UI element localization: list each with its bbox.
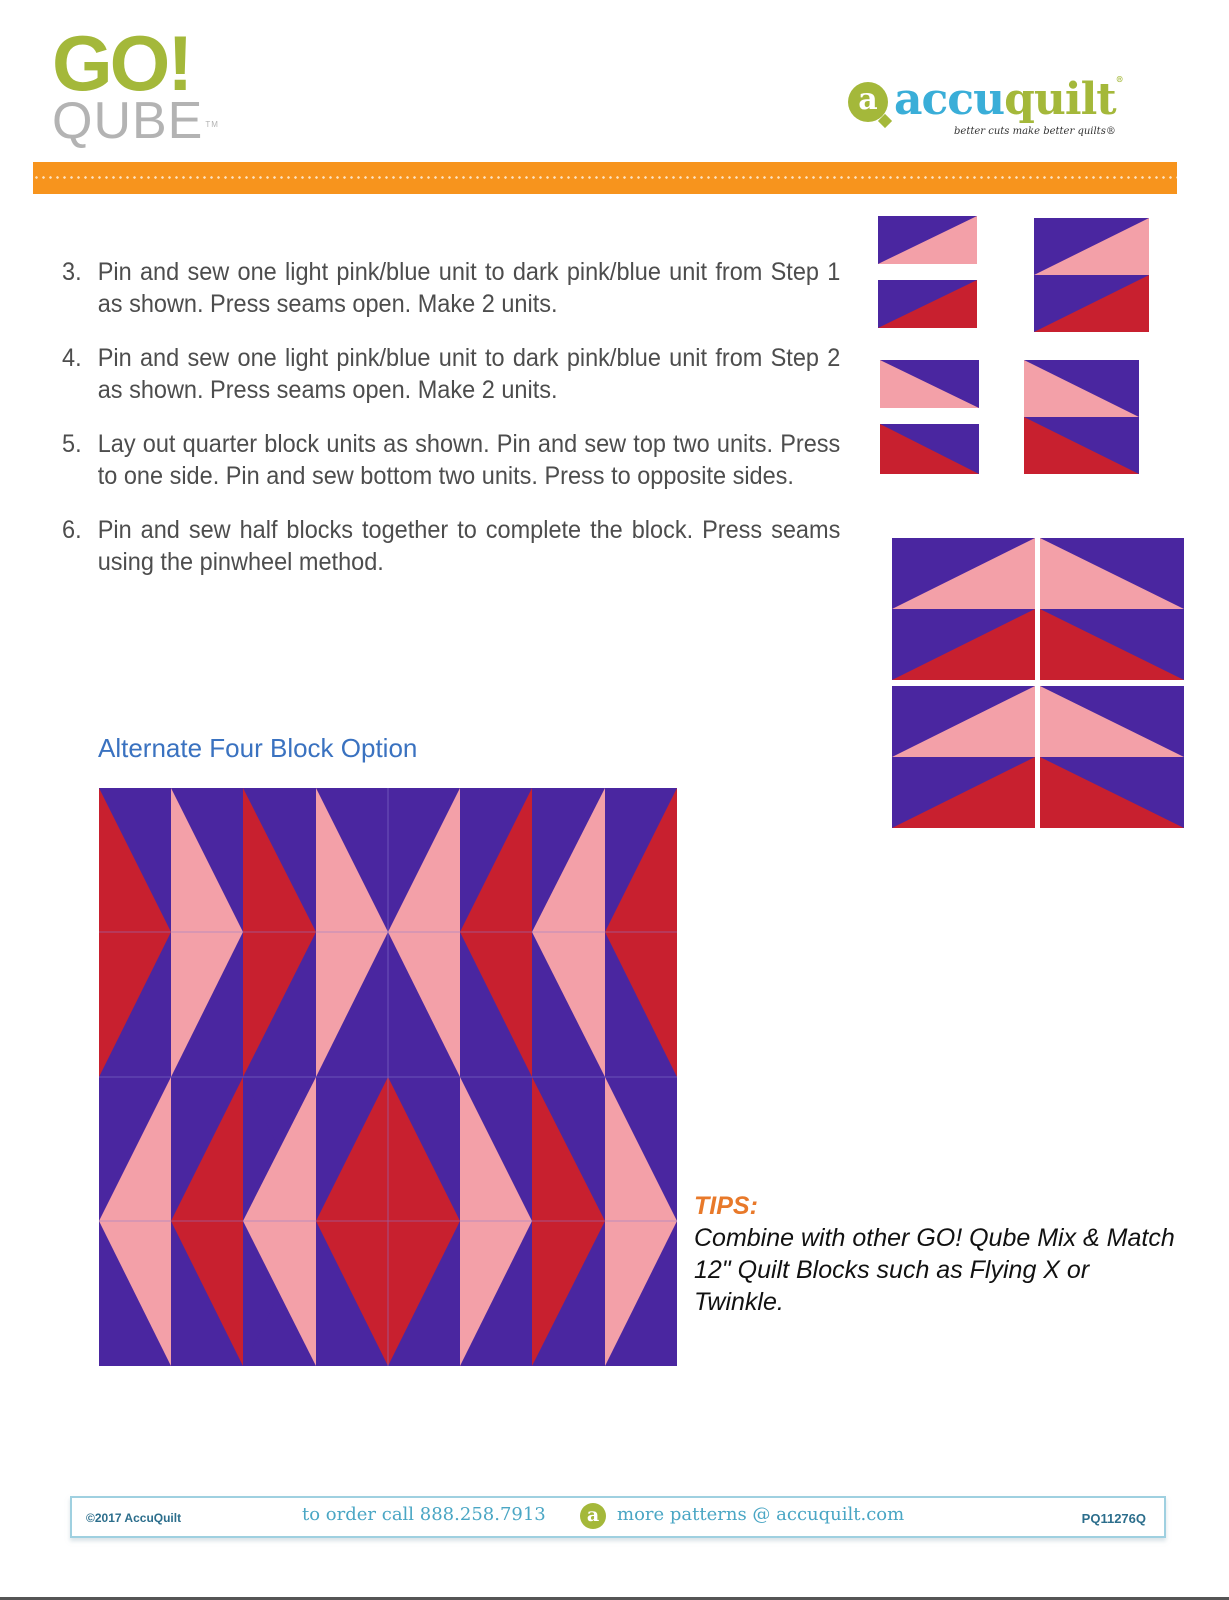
step3-unit-joined (1034, 218, 1149, 332)
accuquilt-a-badge-icon: a (580, 1503, 606, 1529)
tips-section (694, 1190, 1184, 1318)
instruction-steps (62, 256, 840, 600)
accuquilt-a-badge-icon: a (848, 82, 888, 122)
step4-unit-joined (1024, 360, 1139, 474)
alternate-option-title: Alternate Four Block Option (98, 733, 418, 763)
stitch-dots-decoration (33, 176, 1177, 179)
tips-text: Combine with other GO! Qube Mix & Match 12" Quilt Blocks such as Flying X or Twinkle. (694, 1224, 1175, 1316)
copyright-text: ©2017 AccuQuilt (86, 1511, 182, 1525)
step-6: 6. Pin and sew half blocks together to complete the block. Press seams using the pinwheel method. (62, 516, 841, 576)
more-patterns-link[interactable]: more patterns @ accuquilt.com (617, 1504, 905, 1525)
accuquilt-wordmark: accuquilt® (894, 74, 1123, 125)
step3-unit-separated (878, 216, 977, 328)
step-3: 3. Pin and sew one light pink/blue unit to dark pink/blue unit from Step 1 as shown. Press seams open. Make 2 units. (62, 258, 841, 318)
step4-units-illustration (880, 360, 1170, 478)
order-phone-text: to order call 888.258.7913 (302, 1504, 546, 1525)
step-5: 5. Lay out quarter block units as shown. Pin and sew top two units. Press to one side. Pin and sew bottom two units. Press to opposite sides. (62, 430, 841, 490)
footer-banner (70, 1496, 1166, 1538)
accuquilt-logo (848, 74, 1178, 150)
step4-unit-separated (880, 360, 979, 474)
tips-label: TIPS: (694, 1192, 758, 1220)
logo-qube-text: QUBE TM (52, 92, 219, 150)
pattern-code: PQ11276Q (1081, 1511, 1146, 1526)
trademark-mark: TM (205, 120, 219, 129)
accuquilt-tagline: better cuts make better quilts® (954, 126, 1116, 137)
step3-units-illustration (878, 216, 1168, 334)
go-qube-logo (52, 19, 252, 150)
alternate-four-block-quilt (99, 788, 677, 1366)
logo-go-text: GO! (52, 19, 191, 107)
step-4: 4. Pin and sew one light pink/blue unit to dark pink/blue unit from Step 2 as shown. Press seams open. Make 2 units. (62, 344, 841, 404)
header-divider-bar (33, 162, 1177, 194)
completed-block-illustration (892, 538, 1184, 828)
